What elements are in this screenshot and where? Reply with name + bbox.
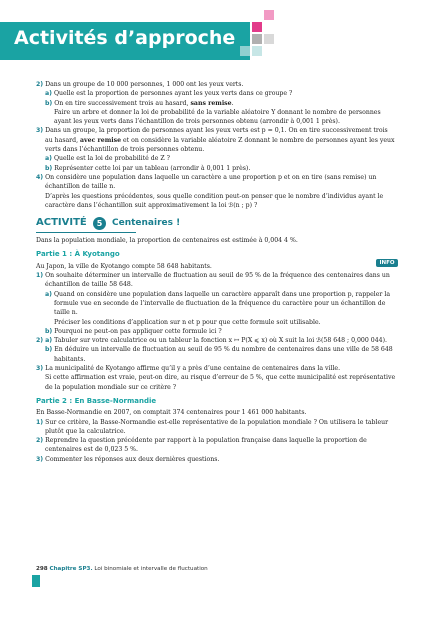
question-text: Sur ce critère, la Basse-Normandie est-elle représentative de la population mondiale ? On utilisera le tableur plutôt que la calculatrice.: [45, 418, 389, 435]
question-4-detail: D’après les questions précédentes, sous quelle condition peut-on penser que le nombre d’individus ayant le caractère dans l’échantillon suit approximativement la loi ℬ(n ; p) ?: [45, 192, 384, 209]
partie-1-title: Partie 1 : À Kyotango: [36, 250, 120, 259]
p1-question-1: [36, 271, 396, 290]
header-square: [240, 46, 250, 56]
header-square: [264, 34, 274, 44]
question-text: Reprendre la question précédente par rapport à la population française dans laquelle la proportion de centenaires est de 0,023 5 %.: [45, 437, 367, 454]
subquestion-label: a): [45, 90, 53, 98]
p1-question-3: [36, 364, 396, 373]
subquestion-label: b): [45, 99, 53, 107]
header-square: [252, 22, 262, 32]
question-text: La municipalité de Kyotango affirme qu’il y a près d’une centaine de centenaires dans la ville.: [45, 365, 341, 373]
question-3a: [36, 154, 396, 163]
p1-question-2b: [36, 345, 396, 364]
question-text: On souhaite déterminer un intervalle de fluctuation au seuil de 95 % de la fréquence des centenaires dans un échantillon de taille 58 648.: [45, 272, 390, 289]
question-number: 2): [36, 337, 44, 345]
activity-title: Centenaires !: [112, 218, 181, 229]
subquestion-label: b): [45, 346, 53, 354]
p1-question-2a: [36, 336, 396, 345]
page-number: 298: [36, 566, 48, 572]
p1-question-3-detail: Si cette affirmation est vraie, peut-on dire, au risque d’erreur de 5 %, que cette municipalité est représentative de la population mondiale sur ce critère ?: [45, 374, 396, 391]
partie-1-intro: Au Japon, la ville de Kyotango compte 58 648 habitants.: [36, 262, 212, 270]
subquestion-text: Tabuler sur votre calculatrice ou un tableur la fonction x ↦ P(X ⩽ x) où X suit la loi ℬ(58 648 ; 0,000 044).: [54, 337, 387, 345]
page-content: [36, 80, 396, 464]
question-number: 4): [36, 173, 44, 181]
subquestion-label: a): [45, 337, 53, 345]
subquestion-label: b): [45, 327, 53, 335]
subquestion-label: a): [45, 155, 53, 163]
question-2b: [36, 99, 396, 108]
chapter-label: Chapitre SP3.: [49, 566, 93, 572]
p2-question-1: [36, 418, 396, 437]
subquestion-text: Quand on considère une population dans laquelle un caractère apparaît dans une proportion p, rappeler la formule vue en seconde de l’intervalle de fluctuation de la fréquence du caractère pour un échantillon de taille n.: [53, 290, 391, 317]
question-text-end: et on considère la variable aléatoire Z donnant le nombre de personnes ayant les yeux verts dans l’échantillon de trois personnes obtenu.: [45, 136, 395, 154]
activity-intro: Dans la population mondiale, la proportion de centenaires est estimée à 0,004 4 %.: [36, 237, 298, 245]
question-number: 1): [36, 418, 44, 426]
header-title: Activités d’approche: [14, 27, 236, 49]
p1-question-1a: [36, 290, 396, 318]
subquestion-text-end: .: [231, 99, 234, 107]
question-3: [36, 126, 396, 154]
question-text: Dans un groupe, la proportion de personnes ayant les yeux verts est p = 0,1. On en tire successivement trois au hasard,: [45, 127, 388, 144]
info-badge: INFO: [376, 259, 398, 267]
question-2b-detail: Faire un arbre et donner la loi de probabilité de la variable aléatoire Y donnant le nombre de personnes ayant les yeux verts dans l’échantillon de trois personnes obtenu (arrondir à 0,001 1 près).: [54, 108, 381, 126]
question-number: 2): [36, 81, 44, 88]
chapter-title: Loi binomiale et intervalle de fluctuation: [94, 566, 208, 572]
activity-underline: [36, 232, 136, 233]
subquestion-label: b): [45, 164, 53, 172]
p2-question-3: [36, 455, 396, 464]
subquestion-text: Quelle est la proportion de personnes ayant les yeux verts dans ce groupe ?: [53, 90, 293, 98]
p1-question-1b: [36, 327, 396, 336]
question-4: [36, 173, 396, 192]
question-number: 3): [36, 127, 44, 135]
question-number: 3): [36, 365, 44, 373]
question-2a: [36, 89, 396, 98]
emphasis-text: sans remise: [190, 99, 232, 107]
question-text: Commenter les réponses aux deux dernières questions.: [45, 455, 220, 463]
footer-square: [32, 575, 40, 587]
activity-number-badge: 5: [93, 217, 106, 230]
p2-question-2: [36, 436, 396, 455]
subquestion-text: Représenter cette loi par un tableau (arrondir à 0,001 1 près).: [54, 164, 251, 172]
header-square: [264, 10, 274, 20]
activity-label: ACTIVITÉ: [36, 217, 87, 229]
header-square: [252, 34, 262, 44]
partie-2-intro: En Basse-Normandie en 2007, on comptait 374 centenaires pour 1 461 000 habitants.: [36, 409, 307, 417]
subquestion-label: a): [45, 290, 53, 298]
subquestion-text: Pourquoi ne peut-on pas appliquer cette formule ici ?: [54, 327, 222, 335]
subquestion-text: On en tire successivement trois au hasard,: [54, 99, 191, 107]
question-text: Dans un groupe de 10 000 personnes, 1 000 ont les yeux verts.: [45, 81, 244, 88]
subquestion-text: Quelle est la loi de probabilité de Z ?: [53, 155, 170, 163]
question-text: On considère une population dans laquelle un caractère a une proportion p et on en tire (sans remise) un échantillon de taille n.: [45, 173, 377, 191]
page-header: [0, 0, 435, 70]
emphasis-text: avec remise: [80, 136, 122, 144]
question-number: 1): [36, 272, 44, 280]
question-number: 3): [36, 455, 44, 463]
activity-heading: [36, 216, 396, 234]
page-footer: [36, 566, 208, 572]
p1-question-1a-detail: Préciser les conditions d’application sur n et p pour que cette formule soit utilisable.: [54, 318, 321, 326]
question-2: [36, 80, 396, 89]
subquestion-text: En déduire un intervalle de fluctuation au seuil de 95 % du nombre de centenaires dans une ville de 58 648 habitants.: [54, 346, 393, 363]
question-number: 2): [36, 437, 44, 445]
partie-2-title: Partie 2 : En Basse-Normandie: [36, 396, 157, 405]
header-square: [252, 46, 262, 56]
question-3b: [36, 164, 396, 173]
